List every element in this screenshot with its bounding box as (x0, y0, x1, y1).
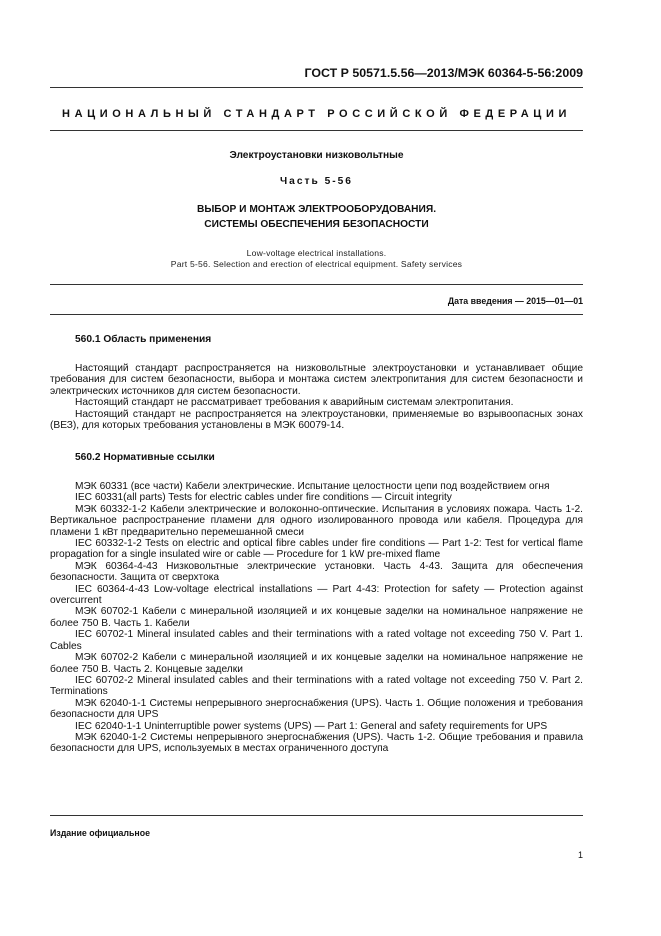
reference-item: IEC 60331(all parts) Tests for electric cables under fire conditions — Circuit integrity (75, 492, 452, 504)
reference-item: IEC 60364-4-43 Low-voltage electrical installations — Part 4-43: Protection for safety — Protection against overcurrent (50, 583, 583, 607)
title-english-line1: Low-voltage electrical installations. (246, 248, 387, 258)
title-part: Часть 5-56 (280, 176, 353, 187)
date-rule (50, 314, 583, 315)
header-rule (50, 87, 583, 88)
scope-paragraph: Настоящий стандарт не рассматривает требования к аварийным системам электропитания. (75, 397, 514, 409)
title-english-line2: Part 5-56. Selection and erection of electrical equipment. Safety services (170, 259, 463, 269)
references-list (50, 481, 583, 755)
reference-item: IEC 60332-1-2 Tests on electric and optical fibre cables under fire conditions — Part 1-2: Test for vertical flame propagation for a single insulated wire or cable — Procedure for 1 kW pre-mixed flame (50, 538, 583, 561)
title-subject: Электроустановки низковольтные (229, 150, 404, 161)
reference-item: МЭК 60331 (все части) Кабели электрические. Испытание целостности цепи под воздействием огня (75, 481, 550, 492)
reference-item: МЭК 60702-1 Кабели с минеральной изоляцией и их концевые заделки на номинальное напряжение не более 750 В. Часть 1. Кабели (50, 606, 583, 629)
reference-item: МЭК 62040-1-1 Системы непрерывного энергоснабжения (UPS). Часть 1. Общие положения и требования безопасности для UPS (50, 697, 583, 721)
reference-item: МЭК 60364-4-43 Низковольтные электрические установки. Часть 4-43. Защита для обеспечения безопасности. Защита от сверхтока (50, 560, 583, 584)
scope-paragraph: Настоящий стандарт распространяется на низковольтные электроустановки и устанавливает общие требования для систем безопасности, выбора и монтажа систем электропитания для систем безопасности и электрических источников для систем безопасности. (50, 363, 583, 397)
reference-item: МЭК 60702-2 Кабели с минеральной изоляцией и их концевые заделки на номинальное напряжение не более 750 В. Часть 2. Концевые заделки (50, 652, 583, 675)
section-heading-scope: 560.1 Область применения (75, 334, 212, 345)
date-of-introduction: Дата введения — 2015—01—01 (447, 296, 583, 306)
section-heading-references: 560.2 Нормативные ссылки (75, 452, 215, 463)
title-main-line1: ВЫБОР И МОНТАЖ ЭЛЕКТРООБОРУДОВАНИЯ. (196, 204, 437, 215)
scope-paragraph: Настоящий стандарт не распространяется на электроустановки, применяемые во взрывоопасных зонах (ВЕЗ), для которых требования установлены в МЭК 60079-14. (50, 408, 583, 432)
reference-item: IEC 60702-1 Mineral insulated cables and their terminations with a rated voltage not exceeding 750 V. Part 1. Cables (50, 629, 583, 652)
reference-item: IEC 60702-2 Mineral insulated cables and their terminations with a rated voltage not exceeding 750 V. Part 2. Terminations (50, 674, 583, 698)
footer-rule (50, 815, 583, 816)
reference-item: IEC 62040-1-1 Uninterruptible power systems (UPS) — Part 1: General and safety requirements for UPS (75, 720, 548, 732)
page-number: 1 (577, 850, 583, 860)
banner-rule (50, 130, 583, 131)
reference-item: МЭК 60332-1-2 Кабели электрические и волоконно-оптические. Испытания в условиях пожара. Часть 1-2. Вертикальное распространение пламени для одного изолированного провода или кабеля. Процедура для пламени 1 кВт предварительно перемешанной смеси (50, 503, 583, 538)
scope-text (50, 363, 583, 431)
standard-designation: ГОСТ Р 50571.5.56—2013/МЭК 60364-5-56:2009 (304, 66, 583, 80)
title-main-line2: СИСТЕМЫ ОБЕСПЕЧЕНИЯ БЕЗОПАСНОСТИ (204, 219, 429, 230)
national-standard-banner: НАЦИОНАЛЬНЫЙ СТАНДАРТ РОССИЙСКОЙ ФЕДЕРАЦИИ (62, 108, 571, 120)
reference-item: МЭК 62040-1-2 Системы непрерывного энергоснабжения (UPS). Часть 1-2. Общие требования и правила безопасности для UPS, используемых в местах ограниченного доступа (50, 731, 583, 755)
title-rule (50, 284, 583, 285)
official-edition-note: Издание официальное (50, 828, 150, 838)
